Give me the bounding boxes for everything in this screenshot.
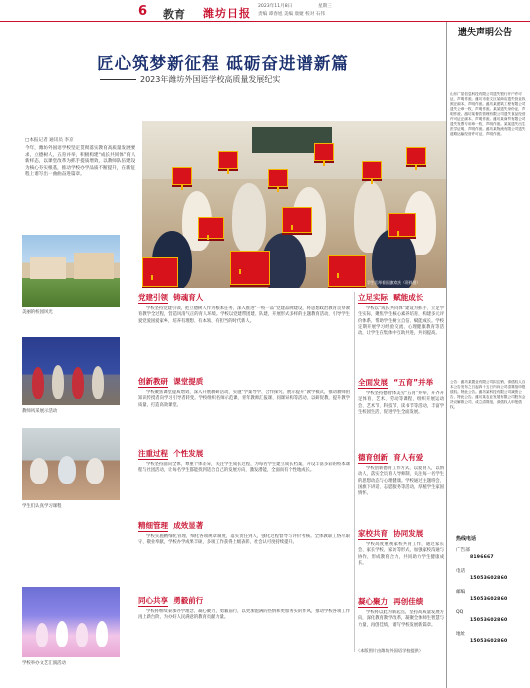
lantern-flag: [406, 147, 426, 165]
section-subtitle: 再创佳绩: [393, 597, 424, 606]
teacher-event-photo: [22, 337, 120, 405]
lantern-flag: [314, 143, 334, 161]
section-name: 教育: [163, 8, 185, 21]
section-subtitle: 育人有爱: [393, 453, 424, 462]
lantern-flag: [142, 257, 178, 287]
performer-figure: [76, 623, 88, 647]
hotline-label: 电话: [456, 569, 466, 574]
student-figure: [232, 183, 266, 253]
section-title: 家校共育: [358, 529, 388, 538]
hotline-label: QQ: [456, 610, 464, 615]
campus-building: [30, 257, 66, 279]
campus-building: [74, 253, 114, 279]
section-head-growth: [358, 292, 423, 303]
editors-credit: 责编 谭春旭 美编 康婕 校对 石伟: [258, 12, 326, 17]
section-head-process: [138, 448, 203, 459]
section-head-party: [138, 292, 203, 303]
lantern-flag: [328, 255, 366, 287]
section-head-moral: [358, 452, 423, 463]
sidebar-title: 遗失声明公告: [458, 28, 513, 38]
section-title: 全面发展: [358, 378, 388, 387]
section-head-research: [138, 376, 203, 387]
section-title: 精细管理: [138, 521, 168, 530]
classroom-photo: [22, 428, 120, 500]
student-figure: [86, 458, 104, 484]
lantern-flag: [172, 167, 192, 185]
lantern-flag: [230, 251, 270, 285]
section-head-unite: [358, 596, 423, 607]
person-figure: [52, 365, 64, 399]
section-title: 创新教研: [138, 377, 168, 386]
body-unite: 学校将以此为新起点，坚持高质量发展方向，深化教育教学改革，凝聚全体师生智慧与力量，再创佳绩，谱写学校发展新篇章。: [358, 610, 444, 628]
stage-performance-photo: [22, 587, 120, 657]
lantern-flag: [198, 217, 224, 239]
performer-figure: [36, 623, 48, 647]
lantern-flag: [218, 151, 238, 169]
hotline-label: 地址: [456, 632, 466, 637]
section-subtitle: 个性发展: [173, 449, 204, 458]
student-figure: [30, 458, 48, 484]
sidebar-announcements: 公告：潍坊某置业有限公司拟注销，请债权人自本公告发布之日起四十五日内向公司清算组申报债权。特此公告。潍坊某科技有限公司减资公告，特此公告。潍坊某农业发展有限公司股东会决议解散公司，成立清算组，请债权人申报债权。: [450, 380, 526, 409]
person-figure: [92, 366, 104, 399]
section-subtitle: 协同发展: [393, 529, 424, 538]
body-management: 学校实施精细化管理，细化各项规章制度，落实责任到人，强化过程督导与评价考核。全体教职工恪尽职守、敬业奉献，学校办学成果丰硕，多项工作获得上级表彰，社会认可度持续提升。: [138, 534, 350, 546]
person-figure: [32, 367, 44, 399]
section-head-share: [138, 595, 203, 606]
body-five-edu: 学校坚持德智体美劳“五育”并举，开齐开足体育、艺术、劳动等课程，组织开展运动会、艺术节、科技节、读书节等活动，丰富学生校园生活，促进学生全面发展。: [358, 391, 444, 415]
hotline-number: 15053602860: [470, 639, 508, 644]
section-subtitle: 赋能成长: [393, 293, 424, 302]
section-title: 注重过程: [138, 449, 168, 458]
section-subtitle: 勇毅前行: [173, 596, 204, 605]
hotline-label: 广告部: [456, 548, 470, 553]
lantern-flag: [268, 169, 288, 187]
section-subtitle: 课堂提质: [173, 377, 204, 386]
hotline-label: 邮编: [456, 590, 466, 595]
section-title: 党建引领: [138, 293, 168, 302]
column-divider: [354, 292, 355, 652]
campus-photo: [22, 235, 120, 307]
stage-photo-caption: 学校举办文艺汇演活动: [22, 661, 66, 666]
body-share: 学校将继续秉承办学理念，凝心聚力，勇毅前行，以更加饱满的热情和更加务实的作风，推动学校各项工作再上新台阶，为办好人民满意的教育贡献力量。: [138, 609, 350, 621]
main-photo-students-lanterns: [142, 121, 446, 288]
section-head-management: [138, 520, 203, 531]
subheadline-text: 2023年潍坊外国语学校高质量发展纪实: [140, 75, 281, 84]
byline: □本报记者 通讯员 李京: [25, 138, 74, 143]
person-figure: [72, 367, 84, 399]
body-moral: 学校创新德育工作方式，以爱育人，以情动人，落实全员育人导师制，关注每一名学生的思想动态与心理健康。学校通过主题班会、国旗下讲话、志愿服务等活动，厚植学生家国情怀。: [358, 466, 444, 497]
body-home-school: 学校高度重视家校共育工作，通过家长会、家长学校、家访等形式，加强家校沟通与协作，形成教育合力，共同助力学生健康成长。: [358, 542, 444, 566]
event-photo-caption: 教师风采展示活动: [22, 409, 58, 414]
lantern-flag: [388, 213, 416, 237]
lantern-flag: [362, 161, 382, 179]
body-party: 学校坚持党建引领，把立德树人作为根本任务，深入推进“一校一品”党建品牌建设，将思想政治教育贯穿教育教学全过程，营造风清气正的育人环境。学校以党建带团建、队建，开展形式多样的主题教育活动，引导学生爱党爱国爱家乡，培养有理想、有本领、有担当的时代新人。: [138, 306, 350, 324]
hotline-title: 热线电话: [456, 536, 477, 542]
section-title: 德育创新: [358, 453, 388, 462]
section-title: 立足实际: [358, 293, 388, 302]
section-title: 同心共享: [138, 596, 168, 605]
page-masthead: [0, 0, 530, 22]
sidebar-notices: 山东广星信息科技有限公司遗失银行开户许可证，声明作废。潍坊市奎文区某商店遗失营业执照正副本，声明作废。潍坊某建筑工程有限公司遗失公章一枚，声明作废。某某遗失身份证，声明作废。潍坊某餐饮管理有限公司遗失食品经营许可证正副本，声明作废。潍坊某商贸有限公司遗失发票专用章一枚，声明作废。某某遗失出生医学证明，声明作废。潍坊某物流有限公司遗失道路运输经营许可证，声明作废。: [450, 92, 526, 136]
page-number: 6: [138, 4, 148, 19]
photo-source-note: （本版图片由潍坊外国语学校提供）: [356, 648, 424, 653]
issue-date: 2023年11月8日: [258, 4, 293, 9]
body-research: 学校聚焦课堂提质增效，深入开展教研活动，实施“学案导学、合作探究、展示提升”教学模式，推动教师由知识传授者向学习引导者转变。学校组织名师示范课、青年教师汇报课、同课异构等活动，以研促教，提升教学质量，打造高效课堂。: [138, 390, 350, 408]
hotline-number: 8196667: [470, 555, 494, 560]
hotline-number: 15053602860: [470, 618, 508, 623]
lantern-flag: [282, 207, 312, 233]
section-head-home-school: [358, 528, 423, 539]
page-subheadline: [100, 74, 446, 85]
section-head-five-edu: [358, 377, 433, 388]
section-subtitle: “五育”并举: [393, 378, 434, 387]
body-process: 学校坚持面向全体，尊重个体差异，关注学生成长过程，为每名学生建立成长档案，开设丰富多彩的校本课程与社团活动，让每名学生都能找到适合自己的发展方向，激发潜能，全面而有个性地成长。: [138, 462, 350, 474]
campus-photo-caption: 美丽的校园风光: [22, 310, 53, 315]
performer-figure: [56, 621, 68, 647]
class-photo-caption: 学生们认真学习课程: [22, 504, 62, 509]
student-figure: [58, 456, 76, 484]
page-headline: 匠心筑梦新征程 砥砺奋进谱新篇: [97, 54, 349, 73]
section-subtitle: 铸魂育人: [173, 293, 204, 302]
paper-logo: 潍坊日报: [203, 7, 251, 20]
issue-weekday: 星期三: [318, 4, 332, 9]
section-subtitle: 成效显著: [173, 521, 204, 530]
hotline-number: 15053602860: [470, 576, 508, 581]
lead-paragraph: 今年，潍坊外国语学校坚定贯彻落实教育高质量发展要求，立德树人，五育并举，积极构建“成长共同体”育人新样态，以课堂改革为抓手提质增效，以教师队伍建设为核心夯实根基，推动学校办学品质不断提升，在新征程上谱写出一曲曲奋进篇章。: [25, 146, 136, 178]
hotline-number: 15053602860: [470, 597, 508, 602]
section-title: 凝心聚力: [358, 597, 388, 606]
body-growth: 学校以“成长共同体”建设为抓手，立足学生实际，聚焦学生核心素养培育，构建多元评价体系，帮助学生树立自信、赋能成长。学校定期开展学习经验交流、心理健康教育等活动，让学生在集体中互助共进，共同提高。: [358, 306, 444, 337]
performer-figure: [96, 621, 108, 647]
main-photo-caption: 学生们举着国旗欢庆（资料图）: [367, 280, 421, 285]
